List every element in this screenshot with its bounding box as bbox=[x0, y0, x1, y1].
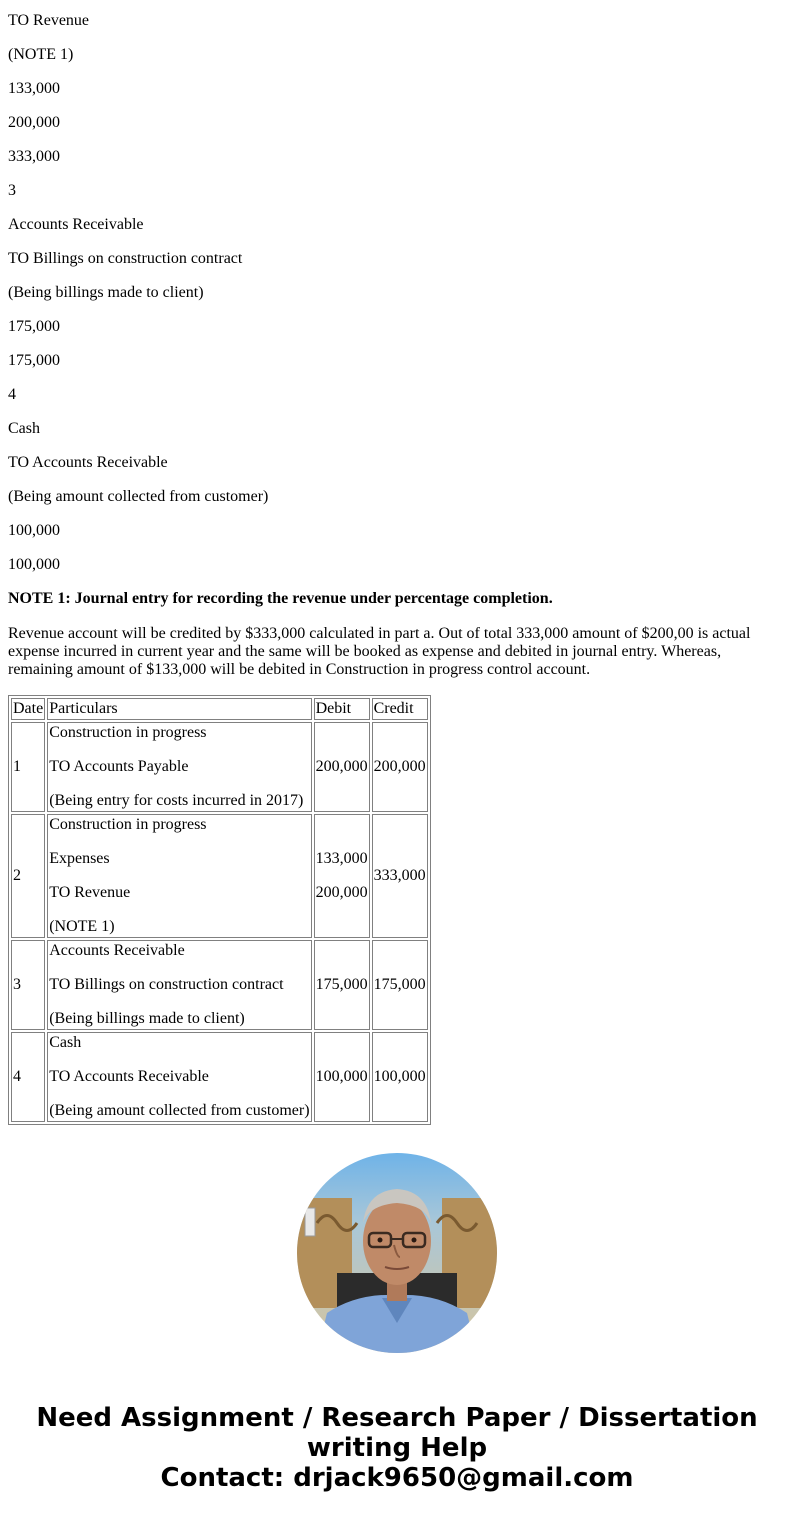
cell-particulars-line: (Being entry for costs incurred in 2017) bbox=[49, 792, 304, 809]
cell-credit bbox=[372, 814, 428, 938]
cell-debit bbox=[314, 814, 370, 938]
promo-banner bbox=[0, 1403, 794, 1493]
cell-credit-line: 100,000 bbox=[373, 1068, 426, 1085]
cell-credit-line: 200,000 bbox=[373, 758, 426, 775]
author-photo bbox=[297, 1153, 497, 1353]
cell-debit bbox=[314, 940, 370, 1030]
text-line: 100,000 bbox=[8, 522, 60, 539]
cell-particulars-line: Construction in progress bbox=[49, 816, 207, 833]
cell-particulars-line: (NOTE 1) bbox=[49, 918, 115, 935]
cell-debit-line: 200,000 bbox=[315, 884, 368, 901]
cell-debit bbox=[314, 1032, 370, 1122]
cell-particulars-line: Expenses bbox=[49, 850, 110, 867]
cell-particulars-line: TO Billings on construction contract bbox=[49, 976, 284, 993]
cell-particulars-line: TO Revenue bbox=[49, 884, 131, 901]
cell-credit bbox=[372, 722, 428, 812]
table-row bbox=[11, 722, 428, 812]
text-line: (NOTE 1) bbox=[8, 46, 74, 63]
text-line: Cash bbox=[8, 420, 40, 437]
text-line: 333,000 bbox=[8, 148, 60, 165]
cell-particulars-line: TO Accounts Payable bbox=[49, 758, 189, 775]
cell-debit-line: 100,000 bbox=[315, 1068, 368, 1085]
cell-debit bbox=[314, 722, 370, 812]
cell-date: 3 bbox=[11, 940, 45, 1030]
header-credit: Credit bbox=[372, 698, 428, 720]
cell-particulars bbox=[47, 1032, 311, 1122]
text-line: 4 bbox=[8, 386, 16, 403]
note-title: NOTE 1: Journal entry for recording the revenue under percentage completion. bbox=[8, 590, 553, 607]
text-line: 200,000 bbox=[8, 114, 60, 131]
header-debit: Debit bbox=[314, 698, 370, 720]
text-line: TO Revenue bbox=[8, 12, 90, 29]
cell-debit-line: 200,000 bbox=[315, 758, 368, 775]
cell-particulars-line: (Being billings made to client) bbox=[49, 1010, 245, 1027]
cell-credit bbox=[372, 940, 428, 1030]
text-line: TO Billings on construction contract bbox=[8, 250, 243, 267]
table-row bbox=[11, 940, 428, 1030]
portrait-image bbox=[297, 1153, 497, 1353]
cell-particulars-line: Construction in progress bbox=[49, 724, 207, 741]
promo-line-2: writing Help bbox=[306, 1433, 488, 1463]
cell-debit-line: 133,000 bbox=[315, 850, 368, 867]
table-row bbox=[11, 814, 428, 938]
cell-particulars-line: Accounts Receivable bbox=[49, 942, 185, 959]
promo-line-1: Need Assignment / Research Paper / Dissertation bbox=[36, 1403, 758, 1433]
header-particulars: Particulars bbox=[47, 698, 311, 720]
cell-particulars bbox=[47, 814, 311, 938]
cell-particulars bbox=[47, 722, 311, 812]
text-line: (Being amount collected from customer) bbox=[8, 488, 269, 505]
cell-date: 2 bbox=[11, 814, 45, 938]
cell-particulars bbox=[47, 940, 311, 1030]
text-line: 133,000 bbox=[8, 80, 60, 97]
cell-date: 4 bbox=[11, 1032, 45, 1122]
cell-credit-line: 333,000 bbox=[373, 867, 426, 884]
cell-particulars-line: TO Accounts Receivable bbox=[49, 1068, 209, 1085]
promo-contact: Contact: drjack9650@gmail.com bbox=[160, 1463, 634, 1493]
header-date: Date bbox=[11, 698, 45, 720]
cell-debit-line: 175,000 bbox=[315, 976, 368, 993]
cell-particulars-line: Cash bbox=[49, 1034, 82, 1051]
text-line: (Being billings made to client) bbox=[8, 284, 204, 301]
text-line: 3 bbox=[8, 182, 16, 199]
cell-particulars-line: (Being amount collected from customer) bbox=[49, 1102, 310, 1119]
text-line: Accounts Receivable bbox=[8, 216, 144, 233]
table-header-row bbox=[11, 698, 428, 720]
text-line: 175,000 bbox=[8, 352, 60, 369]
note-paragraph: Revenue account will be credited by $333,000 calculated in part a. Out of total 333,000 amount of $200,00 is actual expense incurred in current year and the same will be booked as expense and debited in journal entry. Whereas, remaining amount of $133,000 will be debited in Construction in progress control account. bbox=[8, 625, 751, 678]
table-row bbox=[11, 1032, 428, 1122]
cell-credit bbox=[372, 1032, 428, 1122]
cell-credit-line: 175,000 bbox=[373, 976, 426, 993]
cell-date: 1 bbox=[11, 722, 45, 812]
text-line: 175,000 bbox=[8, 318, 60, 335]
journal-table bbox=[8, 695, 431, 1125]
text-line: 100,000 bbox=[8, 556, 60, 573]
text-line: TO Accounts Receivable bbox=[8, 454, 168, 471]
